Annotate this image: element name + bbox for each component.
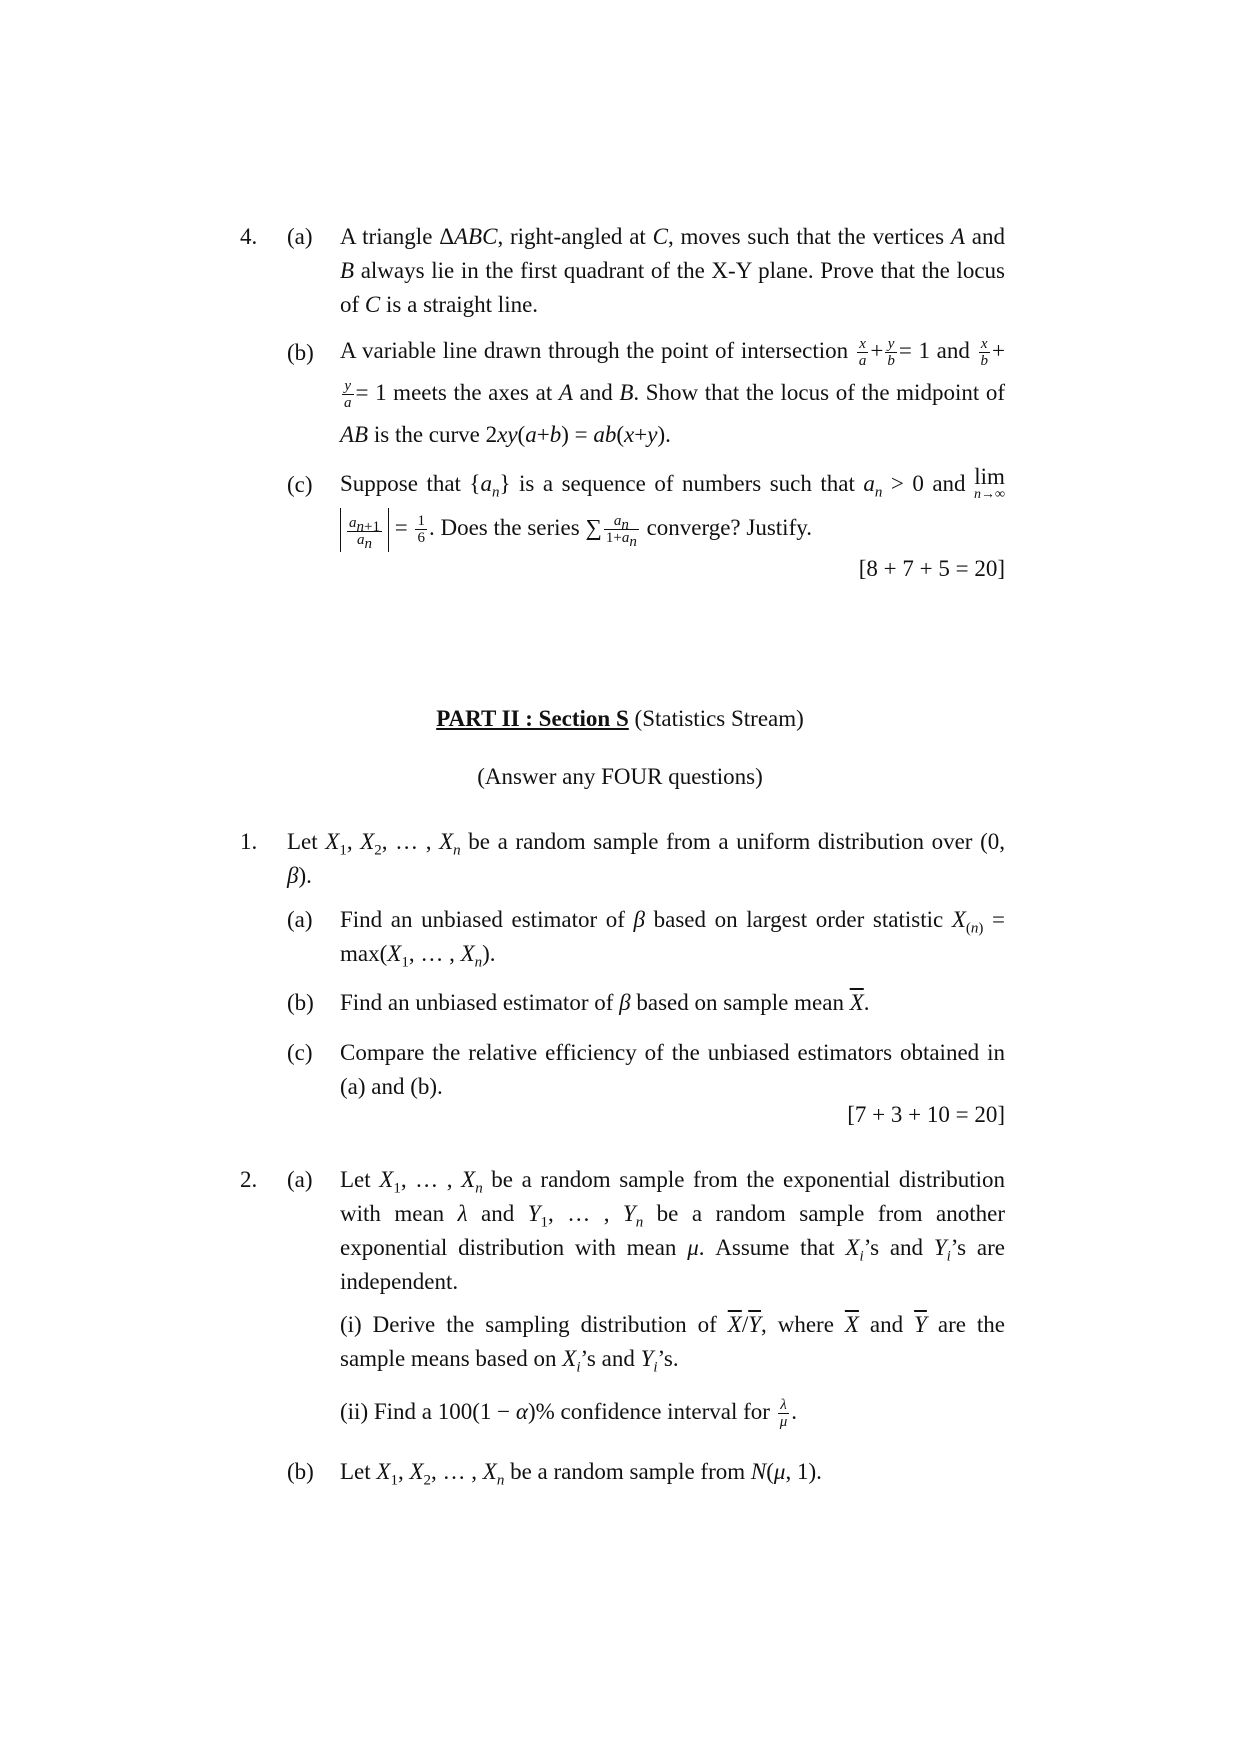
s1c-text: Compare the relative efficiency of the unbiased estimators obtained in (a) and (b). [340,1040,1005,1099]
s2a-part-i: (i) Derive the sampling distribution of $\overline{X}/\overline{Y}$, where $\overline{X}$ and $\overline{Y}$ are the sample means based on $X_i’s$ and $Y_i’s$. [340,1312,1006,1376]
s1-number: 1. [240,829,258,854]
q4b-label: (b) [287,340,314,365]
q4-marks: [8 + 7 + 5 = 20] [858,556,1005,581]
part2-instruction: (Answer any FOUR questions) [477,764,763,789]
q4c-text: Suppose that $\{a_n\}$ is a sequence of numbers such that $a_n > 0$ and lim n→∞ $\frac{a_{n+1}}{a_n}$ = $\frac{1}{6}$ . Does the series ∑ $\frac{a_n}{1+a_n}$ converge? Justify. [340,463,1006,552]
q4a-text: A triangle ΔABC, right-angled at C, moves such that the vertices A and B always lie in the first quadrant of the X-Y plane. Prove that the locus of C is a straight line. [340,224,1005,317]
s2a-part-ii: (ii) Find a 100(1 − α)% confidence interval for $\frac{\lambda}{\mu}$ . [340,1397,798,1431]
s1c-label: (c) [287,1040,313,1065]
s2a-text: Let $X_1$, … , $X_n$ be a random sample from the exponential distribution with mean λ and $Y_1$, … , $Y_n$ be a random sample from another exponential distribution with mean μ. Assume that $X_i’s$ and $Y_i’s$ are independent. [340,1167,1005,1294]
s2b-text: Let $X_1$, $X_2$, … , $X_n$ be a random sample from N(μ, 1). [340,1459,822,1489]
part2-heading: PART II : Section S (Statistics Stream) [436,706,804,731]
s1b-label: (b) [287,990,314,1015]
s1-intro: Let $X_1$, $X_2$, … , $X_n$ be a random sample from a uniform distribution over (0, β). [287,829,1005,888]
q4a-label: (a) [287,224,313,249]
q4b-text: A variable line drawn through the point of intersection $\frac{x}{a}$ + $\frac{y}{b}$ = 1 and $\frac{x}{b}$ + $\frac{y}{a}$ = 1 meets the axes at A and B. Show that the locus of the midpoint of AB is the curve 2xy(a+b) = ab(x+y). [340,336,1005,447]
s2b-label: (b) [287,1459,314,1484]
s1-marks: [7 + 3 + 10 = 20] [847,1102,1005,1127]
s2-number: 2. [240,1167,258,1192]
q4c-label: (c) [287,472,313,497]
q4-number: 4. [240,224,258,249]
s1a-text: Find an unbiased estimator of β based on largest order statistic $X_{(n)} = \max(X_1$, … , $X_n$). [340,907,1005,971]
s1b-text: Find an unbiased estimator of β based on sample mean $\overline{X}$. [340,990,870,1015]
s2a-label: (a) [287,1167,313,1192]
s1a-label: (a) [287,907,313,932]
